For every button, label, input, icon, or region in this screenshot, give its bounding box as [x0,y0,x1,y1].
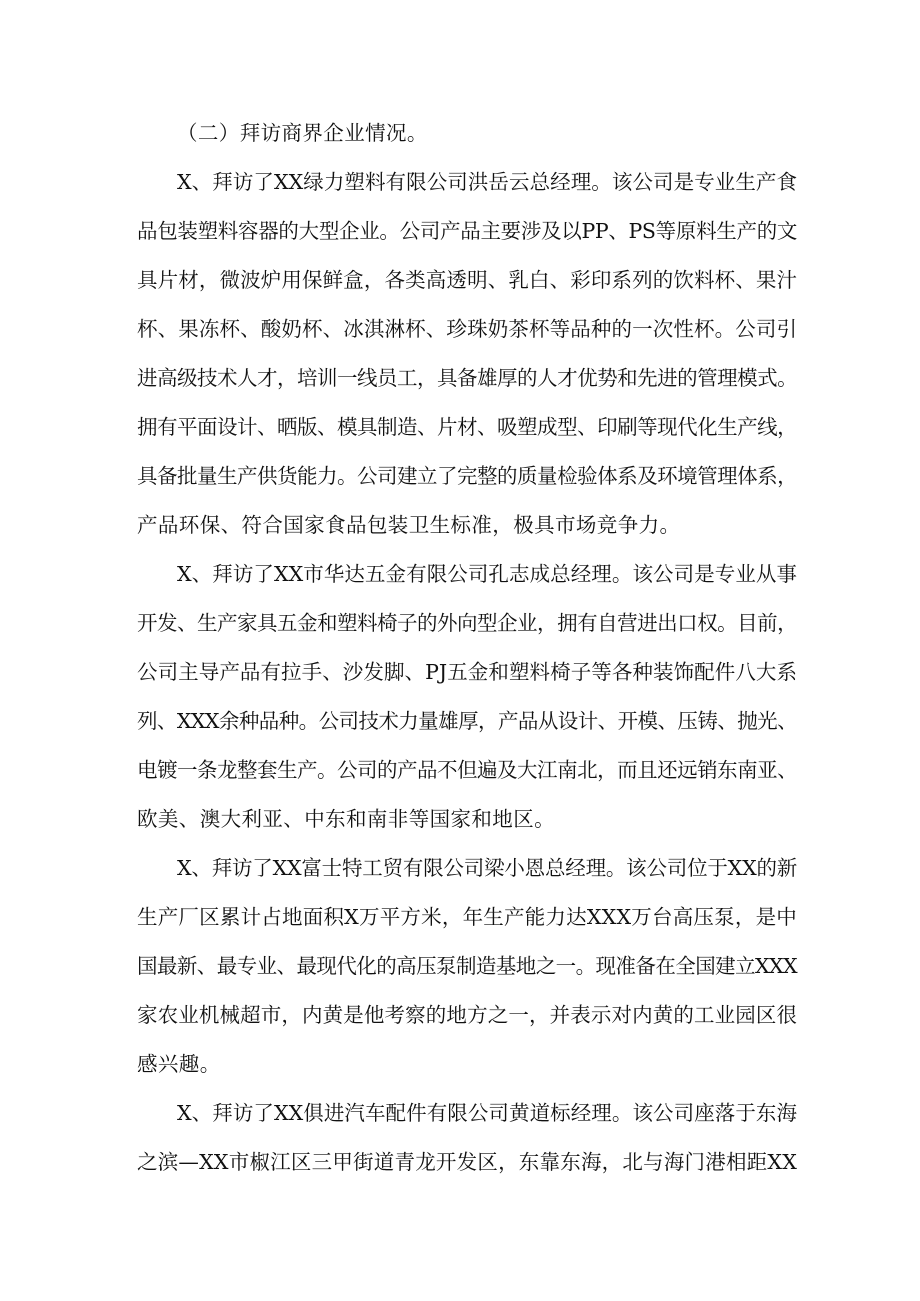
paragraph-3-line-2: 生产厂区累计占地面积X万平方米，年生产能力达XXX万台高压泵，是中 [137,905,797,929]
paragraph-3-line-3: 国最新、最专业、最现代化的高压泵制造基地之一。现准备在全国建立XXX [137,954,797,978]
paragraph-1-line-3: 具片材，微波炉用保鲜盒，各类高透明、乳白、彩印系列的饮料杯、果汁 [137,268,797,292]
paragraph-2-line-2: 开发、生产家具五金和塑料椅子的外向型企业，拥有自营进出口权。目前， [137,611,797,635]
paragraph-2-line-1: X、拜访了XX市华达五金有限公司孔志成总经理。该公司是专业从事 [177,562,797,586]
section-heading: （二）拜访商界企业情况。 [177,121,428,145]
paragraph-1-line-5: 进高级技术人才，培训一线员工，具备雄厚的人才优势和先进的管理模式。 [137,366,797,390]
paragraph-4-line-2: 之滨—XX市椒江区三甲街道青龙开发区，东靠东海，北与海门港相距XX [137,1150,797,1174]
paragraph-1-line-8: 产品环保、符合国家食品包装卫生标准，极具市场竞争力。 [137,513,681,537]
paragraph-3-line-5: 感兴趣。 [137,1052,221,1076]
paragraph-1-line-6: 拥有平面设计、晒版、模具制造、片材、吸塑成型、印刷等现代化生产线， [137,415,797,439]
paragraph-1-line-1: X、拜访了XX绿力塑料有限公司洪岳云总经理。该公司是专业生产食 [177,170,797,194]
paragraph-1-line-4: 杯、果冻杯、酸奶杯、冰淇淋杯、珍珠奶茶杯等品种的一次性杯。公司引 [137,317,797,341]
paragraph-4-line-1: X、拜访了XX俱进汽车配件有限公司黄道标经理。该公司座落于东海 [177,1101,797,1125]
paragraph-2-line-4: 列、XXX余种品种。公司技术力量雄厚，产品从设计、开模、压铸、抛光、 [137,709,797,733]
paragraph-2-line-3: 公司主导产品有拉手、沙发脚、PJ五金和塑料椅子等各种装饰配件八大系 [137,660,797,684]
paragraph-2-line-6: 欧美、澳大利亚、中东和南非等国家和地区。 [137,807,555,831]
paragraph-2-line-5: 电镀一条龙整套生产。公司的产品不但遍及大江南北，而且还远销东南亚、 [137,758,797,782]
paragraph-1-line-2: 品包装塑料容器的大型企业。公司产品主要涉及以PP、PS等原料生产的文 [137,219,797,243]
paragraph-3-line-4: 家农业机械超市，内黄是他考察的地方之一，并表示对内黄的工业园区很 [137,1003,797,1027]
paragraph-1-line-7: 具备批量生产供货能力。公司建立了完整的质量检验体系及环境管理体系， [137,464,797,488]
paragraph-3-line-1: X、拜访了XX富士特工贸有限公司梁小恩总经理。该公司位于XX的新 [177,856,798,880]
